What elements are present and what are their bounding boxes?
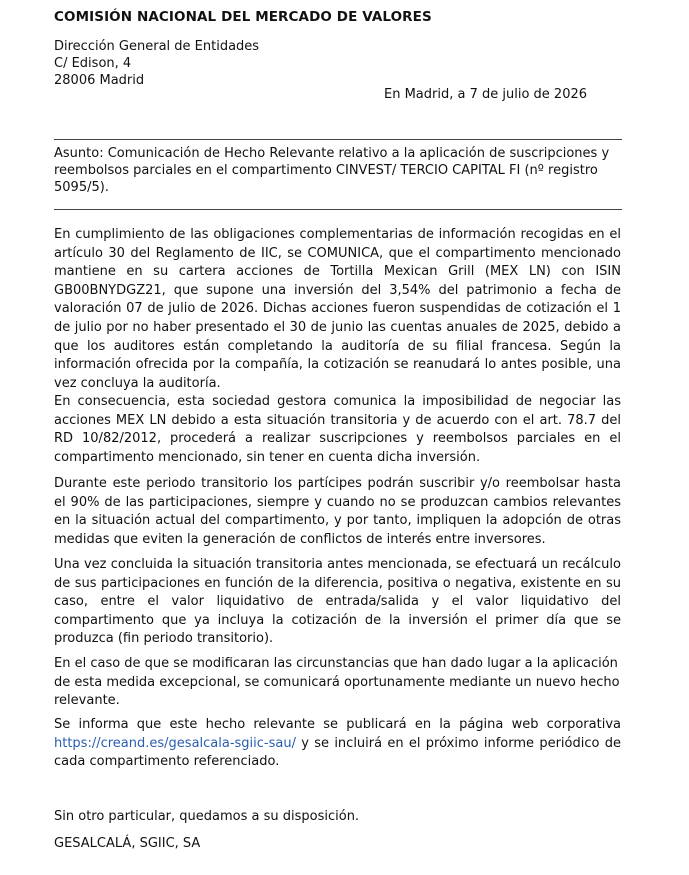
body-paragraph-5: En el caso de que se modificaran las circunstancias que han dado lugar a la aplicación de esta medida excepcional, se comunicará oportunamente mediante un nuevo hecho relevante.	[54, 656, 620, 709]
closing-line: Sin otro particular, quedamos a su disposición.	[54, 809, 360, 824]
address-line-3: 28006 Madrid	[54, 73, 145, 88]
body-paragraph-2: En consecuencia, esta sociedad gestora comunica la imposibilidad de negociar las acciones MEX LN debido a esta situación transitoria y de acuerdo con el art. 78.7 del RD 10/82/2012, procederá a realizar suscripciones y reembolsos parciales en el compartimento mencionado, sin tener en cuenta dicha inversión.	[54, 394, 621, 465]
subject-bottom-divider	[54, 209, 622, 210]
letter-date: En Madrid, a 7 de julio de 2026	[384, 87, 588, 102]
web-notice-text: Se informa que este hecho relevante se publicará en la página web corporativa	[54, 717, 621, 732]
address-line-1: Dirección General de Entidades	[54, 39, 260, 54]
addressee-org: COMISIÓN NACIONAL DEL MERCADO DE VALORES	[54, 9, 432, 25]
corporate-website-link[interactable]: https://creand.es/gesalcala-sgiic-sau/	[54, 735, 296, 751]
signature: GESALCALÁ, SGIIC, SA	[54, 836, 201, 851]
subject-top-divider	[54, 139, 622, 140]
body-paragraph-6	[54, 716, 621, 772]
body-paragraph-3: Durante este periodo transitorio los partícipes podrán suscribir y/o reembolsar hasta el 90% de las participaciones, siempre y cuando no se produzcan cambios relevantes en la situación actual del compartimento, y por tanto, impliquen la adopción de otras medidas que eviten la generación de conflictos de interés entre inversores.	[54, 476, 621, 547]
subject-text: Asunto: Comunicación de Hecho Relevante relativo a la aplicación de suscripciones y reembolsos parciales en el compartimento CINVEST/ TERCIO CAPITAL FI (nº registro 5095/5).	[54, 146, 610, 195]
body-paragraph-1: En cumplimiento de las obligaciones complementarias de información recogidas en el artículo 30 del Reglamento de IIC, se COMUNICA, que el compartimento mencionado mantiene en su cartera acciones de Tortilla Mexican Grill (MEX LN) con ISIN GB00BNYDGZ21, que supone una inversión del 3,54% del patrimonio a fecha de valoración 07 de julio de 2026. Dichas acciones fueron suspendidas de cotización el 1 de julio por no haber presentado el 30 de junio las cuentas anuales de 2025, debido a que los auditores están completando la auditoría de su filial francesa. Según la información ofrecida por la compañía, la cotización se reanudará lo antes posible, una vez concluya la auditoría.	[54, 227, 621, 391]
address-line-2: C/ Edison, 4	[54, 56, 132, 71]
web-notice-text-end: y se incluirá en el próximo informe periódico de cada compartimento referenciado.	[54, 735, 621, 770]
body-paragraph-4: Una vez concluida la situación transitoria antes mencionada, se efectuará un recálculo de sus participaciones en función de la diferencia, positiva o negativa, existente en su caso, entre el valor liquidativo de entrada/salida y el valor liquidativo del compartimento que ya incluya la cotización de la inversión el primer día que se produzca (fin periodo transitorio).	[54, 557, 621, 647]
